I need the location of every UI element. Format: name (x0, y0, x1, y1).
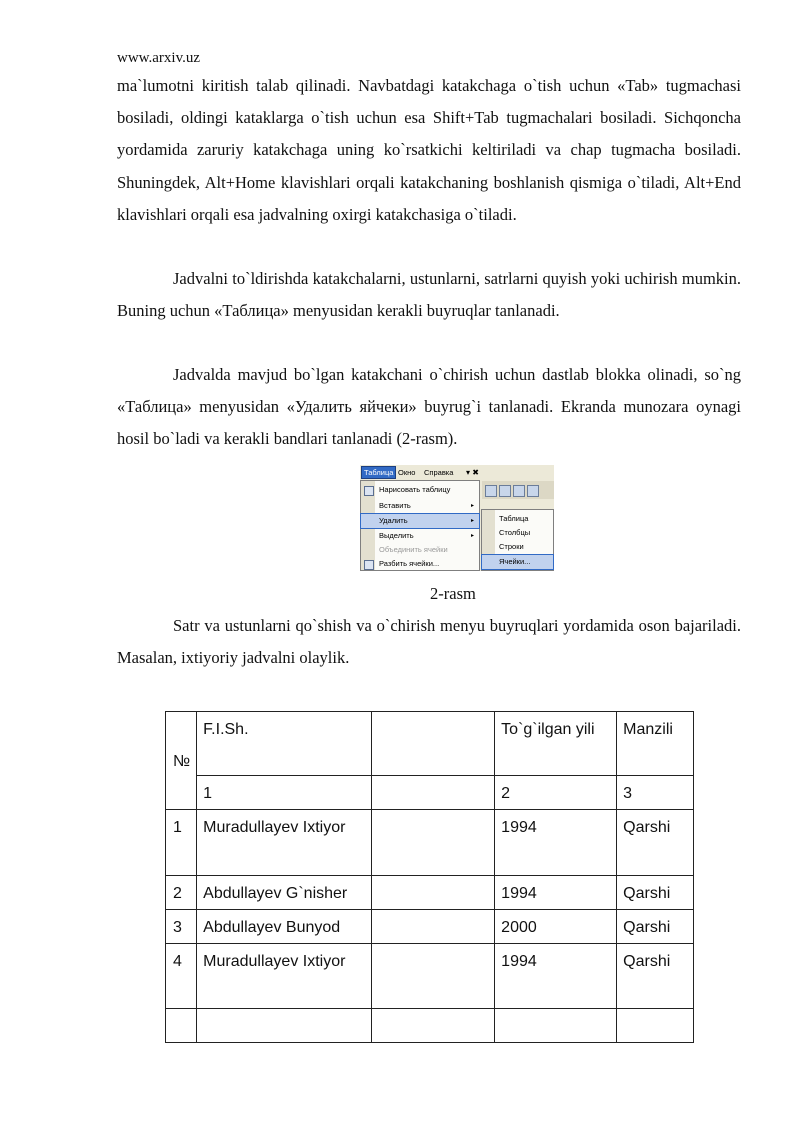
row-city: Qarshi (617, 810, 694, 876)
row-year: 1994 (495, 944, 617, 1009)
toolbar-icon (499, 485, 511, 497)
table-row (166, 810, 694, 876)
row-blank (372, 944, 495, 1009)
header-cell-number: № (166, 712, 197, 810)
table-row (166, 944, 694, 1009)
row-blank (372, 810, 495, 876)
menubar (360, 465, 554, 480)
header-cell-empty (372, 712, 495, 776)
split-cells-icon (364, 560, 374, 570)
menu-item-draw-table: Нарисовать таблицу (361, 483, 479, 497)
site-url: www.arxiv.uz (117, 50, 201, 66)
header-cell-fish: F.I.Sh. (197, 712, 372, 776)
menu-item-delete: Удалить ▸ (361, 514, 479, 528)
table-header-row (166, 712, 694, 776)
paragraph-2: Jadvalni to`ldirishda katakchalarni, ustunlarni, satrlarni quyish yoki uchirish mumkin. Buning uchun «Таблица» menyusidan kerakli buyruqlar tanlanadi. (117, 269, 741, 321)
row-city (617, 1009, 694, 1043)
subheader-cell: 2 (495, 776, 617, 810)
row-city: Qarshi (617, 910, 694, 944)
menubar-item-help: Справка (424, 468, 454, 477)
toolbar-icon (485, 485, 497, 497)
row-name: Abdullayev Bunyod (197, 910, 372, 944)
dropdown-arrow-icon: ▾ ✖ (466, 468, 479, 477)
submenu-arrow-icon: ▸ (470, 533, 474, 539)
row-city: Qarshi (617, 944, 694, 1009)
row-number: 1 (166, 810, 197, 876)
row-city: Qarshi (617, 876, 694, 910)
submenu-item-rows: Строки (499, 542, 524, 551)
header-cell-birth-year: To`g`ilgan yili (495, 712, 617, 776)
row-year: 1994 (495, 810, 617, 876)
row-name: Muradullayev Ixtiyor (197, 810, 372, 876)
submenu-arrow-icon: ▸ (470, 503, 474, 509)
table-menu-dropdown (360, 480, 480, 571)
table-row (166, 876, 694, 910)
menu-screenshot-figure (360, 465, 554, 571)
menu-item-insert: Вставить ▸ (361, 499, 479, 513)
menubar-item-table: Таблица (361, 466, 396, 479)
menu-item-split-cells: Разбить ячейки... (361, 557, 479, 571)
row-number (166, 1009, 197, 1043)
submenu-arrow-icon: ▸ (470, 518, 474, 524)
row-name: Abdullayev G`nisher (197, 876, 372, 910)
figure-caption: 2-rasm (430, 584, 476, 603)
subheader-cell: 3 (617, 776, 694, 810)
menu-item-select: Выделить ▸ (361, 529, 479, 543)
row-number: 2 (166, 876, 197, 910)
menubar-item-window: Окно (398, 468, 416, 477)
toolbar-strip (482, 481, 554, 499)
toolbar-icon (527, 485, 539, 497)
row-name: Muradullayev Ixtiyor (197, 944, 372, 1009)
subheader-cell (372, 776, 495, 810)
table-row (166, 910, 694, 944)
pencil-icon (364, 486, 374, 496)
paragraph-4: Satr va ustunlarni qo`shish va o`chirish menyu buyruqlari yordamida oson bajariladi. Masalan, ixtiyoriy jadvalni olaylik. (117, 616, 741, 668)
submenu-item-table: Таблица (499, 514, 529, 523)
row-number: 4 (166, 944, 197, 1009)
toolbar-icon (513, 485, 525, 497)
row-blank (372, 876, 495, 910)
row-year (495, 1009, 617, 1043)
students-table (165, 711, 694, 1043)
row-name (197, 1009, 372, 1043)
row-blank (372, 1009, 495, 1043)
header-cell-address: Manzili (617, 712, 694, 776)
submenu-item-cells: Ячейки... (482, 555, 553, 569)
table-row (166, 1009, 694, 1043)
submenu-item-columns: Столбцы (499, 528, 531, 537)
paragraph-3: Jadvalda mavjud bo`lgan katakchani o`chirish uchun dastlab blokka olinadi, so`ng «Таблица» menyusidan «Удалить яйчеки» buyrug`i tanlanadi. Ekranda munozara oynagi hosil bo`ladi va kerakli bandlari tanlanadi (2-rasm). (117, 365, 741, 449)
paragraph-1: ma`lumotni kiritish talab qilinadi. Navbatdagi katakchaga o`tish uchun «Tab» tugmachasi bosiladi, oldingi kataklarga o`tish uchun esa Shift+Tab tugmachalari bosiladi. Sichqoncha yordamida zaruriy katakchaga uning ko`rsatkichi keltiriladi va chap tugmacha bosiladi. Shuningdek, Alt+Home klavishlari orqali katakchaning boshlanish qismiga o`tiladi, Alt+End klavishlari orqali esa jadvalning oxirgi katakchasiga o`tiladi. (117, 76, 741, 224)
table-subheader-row (166, 776, 694, 810)
row-year: 2000 (495, 910, 617, 944)
row-blank (372, 910, 495, 944)
row-number: 3 (166, 910, 197, 944)
menu-item-merge-cells: Объединить ячейки (379, 545, 448, 554)
delete-submenu (481, 509, 554, 571)
subheader-cell: 1 (197, 776, 372, 810)
row-year: 1994 (495, 876, 617, 910)
